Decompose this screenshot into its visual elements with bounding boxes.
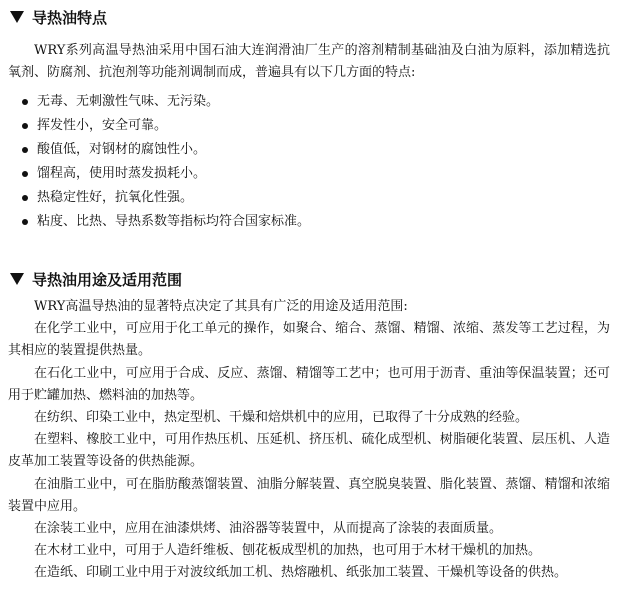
paragraph: 在纺织、印染工业中，热定型机、干燥和焙烘机中的应用，已取得了十分成熟的经验。	[34, 410, 529, 426]
bullet-icon	[22, 147, 28, 153]
list-item: 酸值低，对钢材的腐蚀性小。	[22, 138, 610, 162]
paragraph: 在石化工业中，可应用于合成、反应、蒸馏、精馏等工艺中；也可用于沥青、重油等保温装置；还可用于贮罐加热、燃料油的加热等。	[8, 365, 610, 403]
section-title-text: 导热油特点	[32, 8, 108, 27]
list-item: 馏程高，使用时蒸发损耗小。	[22, 162, 610, 186]
section-title-text: 导热油用途及适用范围	[32, 270, 183, 289]
list-item: 粘度、比热、导热系数等指标均符合国家标准。	[22, 210, 610, 234]
section-title-features	[8, 6, 610, 28]
intro-paragraph: WRY系列高温导热油采用中国石油大连润滑油厂生产的溶剂精制基础油及白油为原料，添加精选抗氧剂、防腐剂、抗泡剂等功能剂调制而成，普遍具有以下几方面的特点:	[8, 43, 610, 80]
list-item: 无毒、无刺激性气味、无污染。	[22, 90, 610, 114]
bullet-icon	[22, 99, 28, 105]
list-item: 挥发性小，安全可靠。	[22, 114, 610, 138]
bullet-icon	[22, 171, 28, 177]
bullet-icon	[22, 123, 28, 129]
bullet-icon	[22, 195, 28, 201]
applications-body	[8, 296, 610, 585]
section-features	[8, 6, 610, 258]
paragraph: 在化学工业中，可应用于化工单元的操作，如聚合、缩合、蒸馏、精馏、浓缩、蒸发等工艺过程，为其相应的装置提供热量。	[8, 321, 610, 359]
paragraph: 在木材工业中，可用于人造纤维板、刨花板成型机的加热，也可用于木材干燥机的加热。	[34, 543, 542, 559]
paragraph: 在造纸、印刷工业中用于对波纹纸加工机、热熔融机、纸张加工装置、干燥机等设备的供热。	[34, 565, 568, 581]
list-item: 热稳定性好，抗氧化性强。	[22, 186, 610, 210]
triangle-down-icon	[10, 273, 24, 285]
bullet-icon	[22, 219, 28, 225]
paragraph: WRY高温导热油的显著特点决定了其具有广泛的用途及适用范围:	[34, 299, 408, 314]
paragraph: 在塑料、橡胶工业中，可用作热压机、压延机、挤压机、硫化成型机、树脂硬化装置、层压机、人造皮革加工装置等设备的供热能源。	[8, 432, 610, 470]
paragraph: 在涂装工业中，应用在油漆烘烤、油浴器等装置中，从而提高了涂装的表面质量。	[34, 521, 503, 537]
triangle-down-icon	[10, 11, 24, 23]
feature-list	[8, 90, 610, 234]
section-applications	[8, 268, 610, 585]
paragraph: 在油脂工业中，可在脂肪酸蒸馏装置、油脂分解装置、真空脱臭装置、脂化装置、蒸馏、精馏和浓缩装置中应用。	[8, 476, 610, 514]
section-title-applications	[8, 268, 610, 290]
